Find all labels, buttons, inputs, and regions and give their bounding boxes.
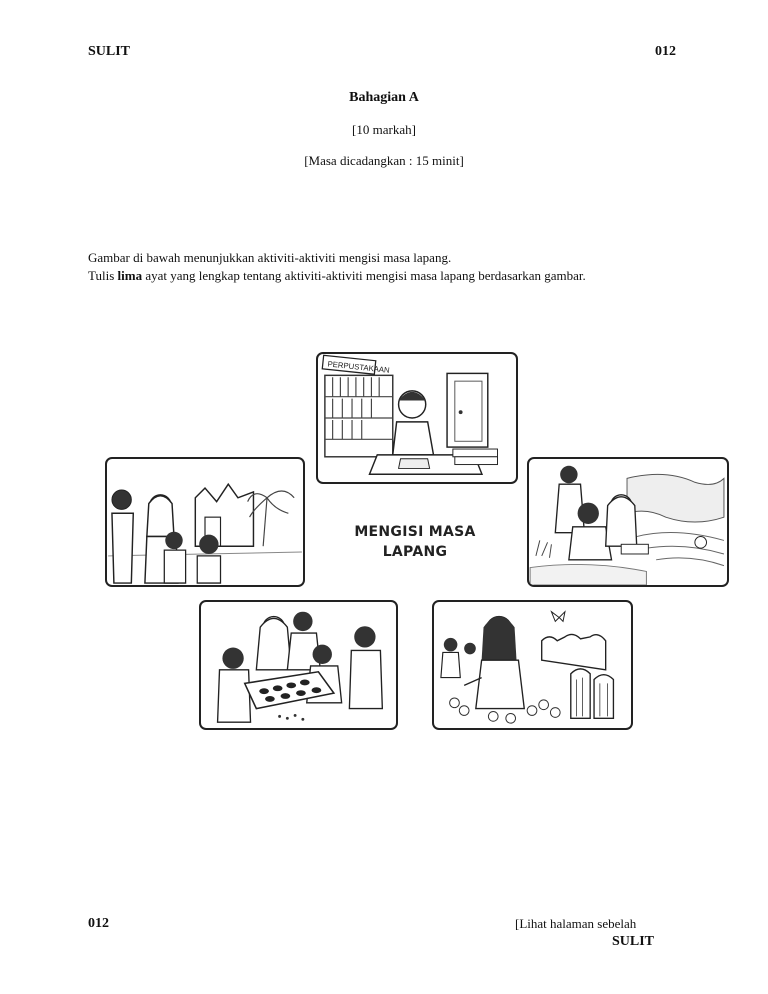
visit-illustration xyxy=(107,459,303,585)
footer-sulit: SULIT xyxy=(612,934,655,949)
library-sign-text: PERPUSTAKAAN xyxy=(327,359,391,375)
section-time: [Masa dicadangkan : 15 minit] xyxy=(304,153,464,168)
footer-next-page-note: [Lihat halaman sebelah xyxy=(515,916,637,931)
footer-code: 012 xyxy=(88,916,109,931)
riverside-illustration xyxy=(529,459,727,585)
panel-gardening xyxy=(432,600,633,730)
section-marks: [10 markah] xyxy=(352,122,416,137)
panel-board-game xyxy=(199,600,398,730)
panel-outdoor-visit xyxy=(105,457,305,587)
board-game-illustration xyxy=(201,602,396,728)
figure-center-title: MENGISI MASA LAPANG xyxy=(354,524,476,560)
instruction-line-1: Gambar di bawah menunjukkan aktiviti-aktiviti mengisi masa lapang. xyxy=(88,250,452,265)
instruction-line-2: Tulis lima ayat yang lengkap tentang aktiviti-aktiviti mengisi masa lapang berdasarkan gambar. xyxy=(88,268,586,283)
library-illustration xyxy=(318,354,516,482)
header-sulit: SULIT xyxy=(88,44,131,59)
section-title: Bahagian A xyxy=(349,90,419,105)
panel-riverside xyxy=(527,457,729,587)
header-code: 012 xyxy=(655,44,676,59)
panel-library xyxy=(316,352,518,484)
gardening-illustration xyxy=(434,602,631,728)
